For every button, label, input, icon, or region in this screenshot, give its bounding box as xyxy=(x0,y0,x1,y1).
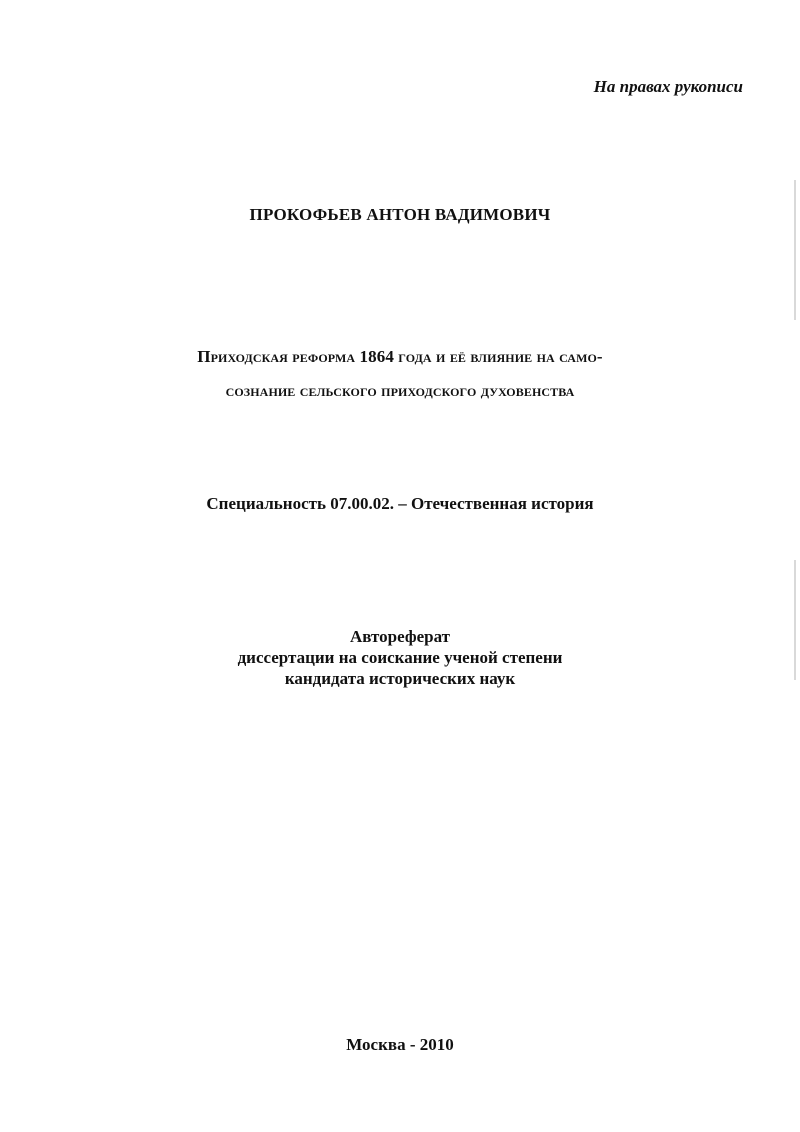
abstract-description xyxy=(0,626,800,689)
title-line-1: Приходская реформа 1864 года и её влияние на само- xyxy=(197,347,603,366)
abstract-line-1: Автореферат xyxy=(349,627,451,646)
author-name: ПРОКОФЬЕВ АНТОН ВАДИМОВИЧ xyxy=(249,205,551,224)
abstract-line-2: диссертации на соискание ученой степени xyxy=(237,648,563,667)
place-and-year: Москва - 2010 xyxy=(346,1035,454,1054)
abstract-line-3: кандидата исторических наук xyxy=(284,669,516,688)
title-line-2: сознание сельского приходского духовенства xyxy=(225,381,575,400)
dissertation-title xyxy=(60,340,740,408)
manuscript-rights-note: На правах рукописи xyxy=(593,77,743,96)
scan-edge-mark xyxy=(794,560,796,680)
scan-edge-mark xyxy=(794,180,796,320)
specialty-line: Специальность 07.00.02. – Отечественная история xyxy=(206,494,594,513)
